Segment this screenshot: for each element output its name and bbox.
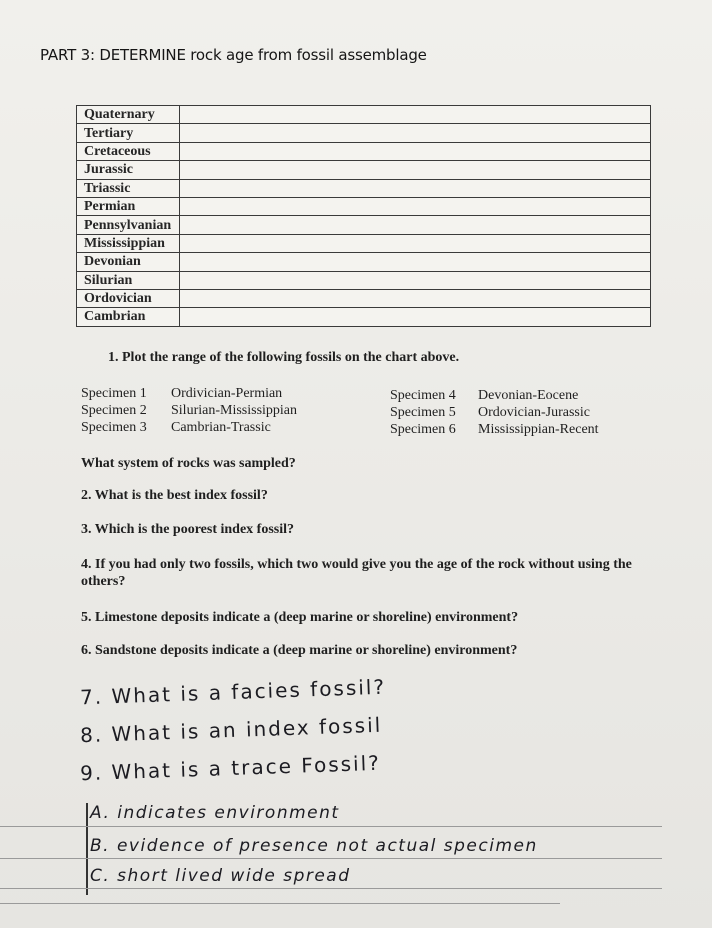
- table-row: [77, 124, 651, 142]
- period-name: Triassic: [77, 179, 180, 197]
- range-cell[interactable]: [180, 197, 651, 215]
- period-name: Tertiary: [77, 124, 180, 142]
- period-name: Jurassic: [77, 161, 180, 179]
- period-name: Mississippian: [77, 234, 180, 252]
- range-cell[interactable]: [180, 308, 651, 326]
- range-cell[interactable]: [180, 161, 651, 179]
- specimen-range: Mississippian-Recent: [478, 422, 599, 437]
- list-item: [81, 385, 297, 402]
- question-system: What system of rocks was sampled?: [81, 456, 296, 471]
- range-cell[interactable]: [180, 142, 651, 160]
- range-cell[interactable]: [180, 124, 651, 142]
- answer-c: C. short lived wide spread: [90, 866, 351, 886]
- period-name: Devonian: [77, 253, 180, 271]
- range-cell[interactable]: [180, 106, 651, 124]
- range-cell[interactable]: [180, 179, 651, 197]
- table-row: [77, 161, 651, 179]
- list-item: [81, 419, 297, 436]
- specimen-list-left: [81, 385, 297, 436]
- specimen-range: Cambrian-Trassic: [171, 420, 271, 435]
- specimen-label: Specimen 3: [81, 420, 147, 435]
- geologic-time-chart: [76, 105, 651, 327]
- specimen-label: Specimen 4: [390, 388, 456, 403]
- answer-a: A. indicates environment: [90, 803, 340, 823]
- specimen-range: Silurian-Mississippian: [171, 403, 298, 418]
- table-row: [77, 142, 651, 160]
- specimen-label: Specimen 2: [81, 403, 147, 418]
- list-item: [390, 387, 599, 404]
- specimen-range: Ordivician-Permian: [171, 386, 283, 401]
- range-cell[interactable]: [180, 234, 651, 252]
- handwritten-question-7: 7. What is a facies fossil?: [79, 674, 387, 710]
- question-1: 1. Plot the range of the following fossils on the chart above.: [108, 350, 460, 365]
- ruled-line: [0, 858, 662, 859]
- answer-b: B. evidence of presence not actual specimen: [90, 836, 538, 856]
- question-5: 5. Limestone deposits indicate a (deep marine or shoreline) environment?: [81, 610, 519, 625]
- period-name: Permian: [77, 197, 180, 215]
- range-cell[interactable]: [180, 253, 651, 271]
- table-row: [77, 197, 651, 215]
- period-name: Cretaceous: [77, 142, 180, 160]
- range-cell[interactable]: [180, 289, 651, 307]
- table-row: [77, 289, 651, 307]
- question-4: 4. If you had only two fossils, which two would give you the age of the rock without using the others?: [81, 557, 632, 589]
- table-row: [77, 234, 651, 252]
- table-row: [77, 216, 651, 234]
- list-item: [390, 404, 599, 421]
- ruled-line: [0, 826, 662, 827]
- table-row: [77, 253, 651, 271]
- specimen-range: Ordovician-Jurassic: [478, 405, 590, 420]
- specimen-list-right: [390, 387, 599, 438]
- question-6: 6. Sandstone deposits indicate a (deep marine or shoreline) environment?: [81, 643, 518, 658]
- specimen-label: Specimen 1: [81, 386, 147, 401]
- table-row: [77, 106, 651, 124]
- page-title: PART 3: DETERMINE rock age from fossil assemblage: [40, 46, 427, 64]
- ruled-line: [0, 888, 662, 889]
- period-name: Silurian: [77, 271, 180, 289]
- period-name: Ordovician: [77, 289, 180, 307]
- range-cell[interactable]: [180, 271, 651, 289]
- question-2: 2. What is the best index fossil?: [81, 488, 268, 503]
- specimen-range: Devonian-Eocene: [478, 388, 579, 403]
- period-name: Quaternary: [77, 106, 180, 124]
- list-item: [390, 421, 599, 438]
- handwritten-question-9: 9. What is a trace Fossil?: [79, 750, 382, 786]
- table-row: [77, 271, 651, 289]
- table-row: [77, 308, 651, 326]
- list-item: [81, 402, 297, 419]
- specimen-label: Specimen 6: [390, 422, 456, 437]
- margin-line: [86, 803, 88, 895]
- handwritten-question-8: 8. What is an index fossil: [79, 712, 383, 748]
- question-3: 3. Which is the poorest index fossil?: [81, 522, 295, 537]
- period-name: Pennsylvanian: [77, 216, 180, 234]
- ruled-line: [0, 903, 560, 904]
- range-cell[interactable]: [180, 216, 651, 234]
- period-name: Cambrian: [77, 308, 180, 326]
- specimen-label: Specimen 5: [390, 405, 456, 420]
- table-row: [77, 179, 651, 197]
